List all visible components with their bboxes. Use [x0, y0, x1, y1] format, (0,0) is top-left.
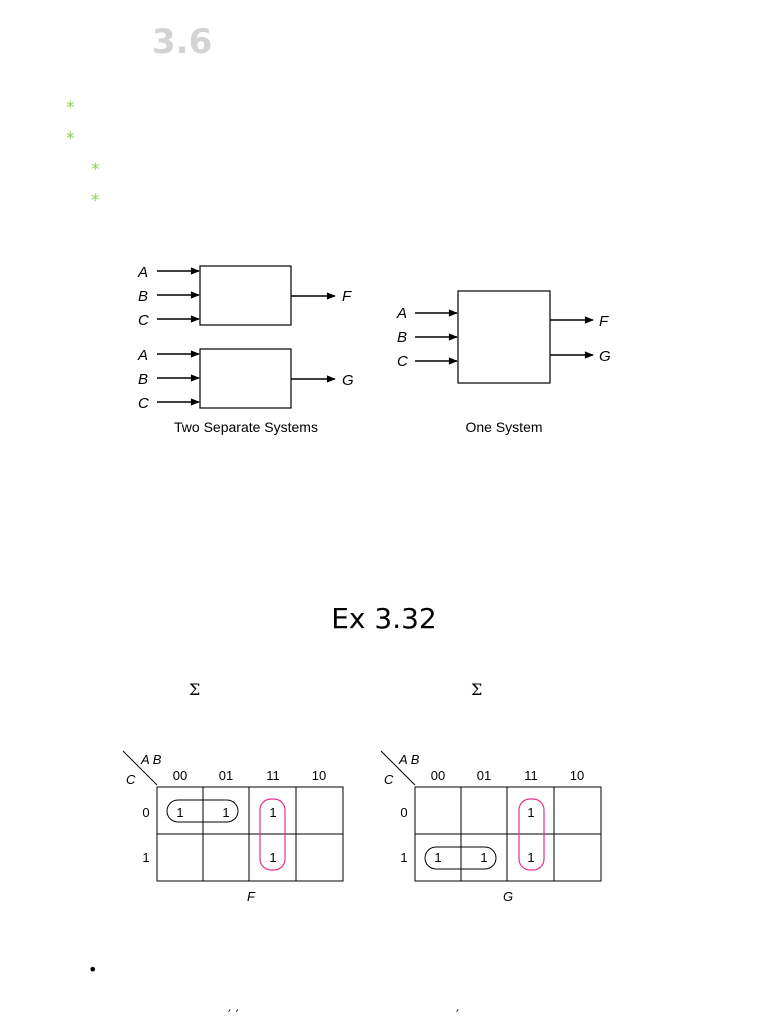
kmap-g [381, 751, 601, 904]
input-label: B [138, 288, 149, 305]
kmap-row-header: 0 [142, 805, 150, 820]
sigma-symbol: Σ [189, 680, 201, 699]
kmap-col-header: 11 [524, 768, 538, 783]
list-bullet: • [88, 960, 98, 979]
kmap-col-header: 10 [311, 768, 327, 783]
input-label: B [397, 329, 408, 346]
kmap-col-header: 01 [476, 768, 492, 783]
kmap-f [123, 751, 343, 904]
input-label: A [397, 305, 408, 322]
prime-mark: ′ ′ [228, 1008, 239, 1024]
kmap-row-header: 1 [400, 850, 408, 865]
kmap-col-header: 11 [266, 768, 280, 783]
kmap-label: G [502, 889, 514, 904]
output-label: G [342, 372, 354, 389]
example-title: Ex 3.32 [331, 602, 437, 635]
kmap-col-header: 01 [218, 768, 234, 783]
block-diagram [0, 0, 768, 460]
input-label: A [138, 264, 149, 281]
bullet-marker: * [66, 129, 75, 149]
sigma-symbol: Σ [471, 680, 483, 699]
kmap-cell: 1 [527, 850, 535, 865]
system-box-1 [200, 266, 291, 325]
kmap-row-header: 0 [400, 805, 408, 820]
section-number: 3.6 [152, 22, 213, 62]
kmap-corner-left: C [384, 772, 394, 787]
kmap-label: F [247, 889, 255, 904]
bullet-marker: * [91, 160, 100, 180]
bullet-marker: * [66, 98, 75, 118]
kmap-col-header: 00 [172, 768, 188, 783]
prime-mark: ′ [456, 1008, 460, 1024]
kmap-cell: 1 [434, 850, 442, 865]
input-label: B [138, 371, 149, 388]
kmap-corner-left: C [126, 772, 136, 787]
kmaps [0, 740, 768, 910]
kmap-cell: 1 [527, 805, 535, 820]
output-label: G [599, 348, 611, 365]
input-label: A [138, 347, 149, 364]
kmap-cell: 1 [269, 805, 277, 820]
kmap-cell: 1 [480, 850, 488, 865]
caption-right: One System [465, 419, 543, 435]
kmap-corner-top: A B [141, 752, 162, 767]
kmap-col-header: 10 [569, 768, 585, 783]
caption-left: Two Separate Systems [174, 419, 318, 435]
output-label: F [599, 313, 609, 330]
system-box-combined [458, 291, 550, 383]
input-label: C [138, 312, 149, 329]
kmap-cell: 1 [269, 850, 277, 865]
kmap-row-header: 1 [142, 850, 150, 865]
kmap-cell: 1 [222, 805, 230, 820]
system-box-2 [200, 349, 291, 408]
input-label: C [138, 395, 149, 412]
kmap-corner-top: A B [399, 752, 420, 767]
kmap-col-header: 00 [430, 768, 446, 783]
output-label: F [342, 288, 352, 305]
input-label: C [397, 353, 408, 370]
kmap-cell: 1 [176, 805, 184, 820]
bullet-marker: * [91, 191, 100, 211]
